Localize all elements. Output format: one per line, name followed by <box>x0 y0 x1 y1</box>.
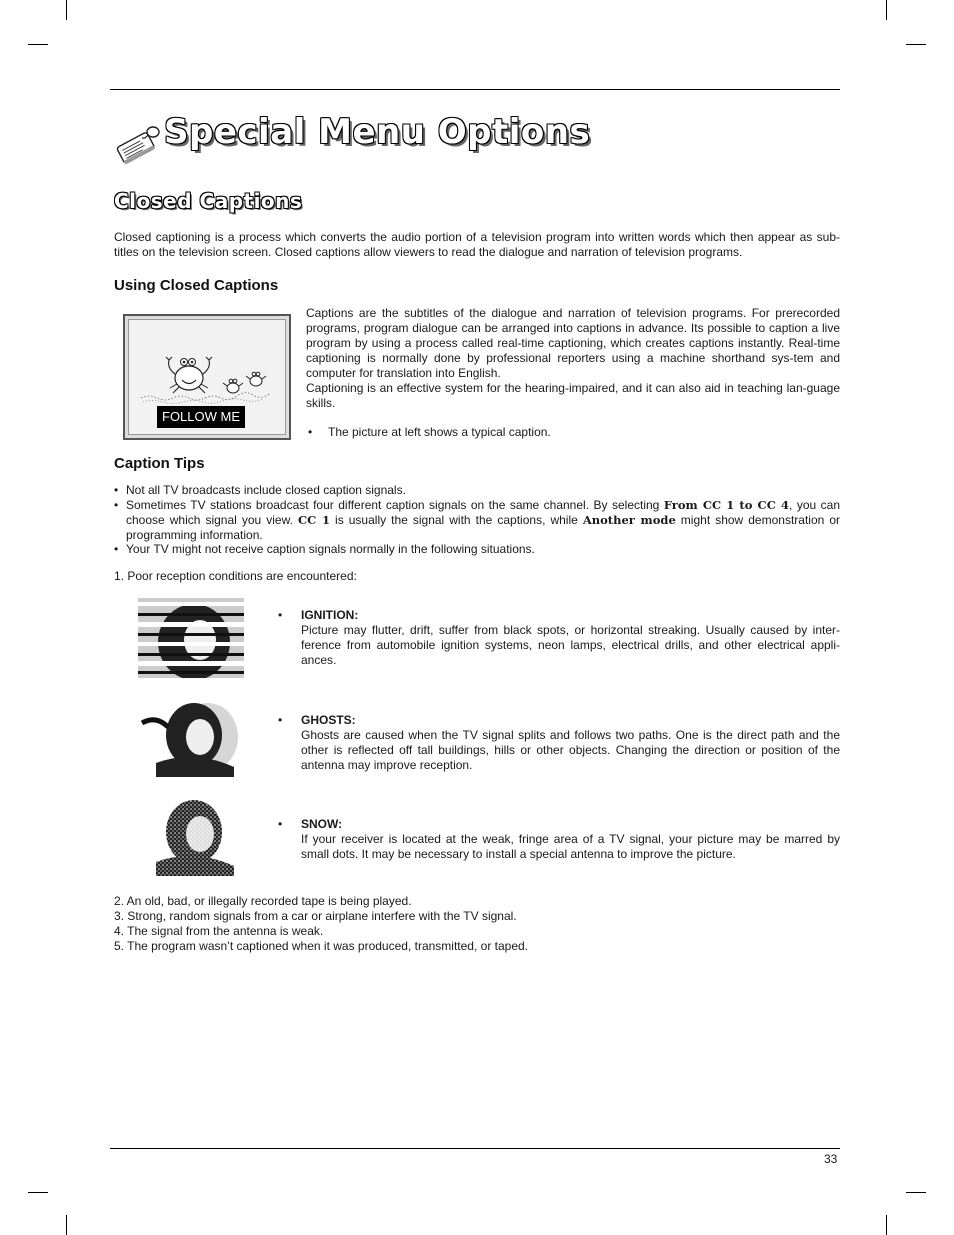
bullet: • <box>114 498 119 512</box>
captions-description <box>306 306 840 411</box>
page-title: Special Menu Options <box>164 112 591 152</box>
list-item <box>114 498 840 543</box>
caption-tips-heading: Caption Tips <box>114 455 205 472</box>
list-item <box>114 483 840 498</box>
list-item-text: Not all TV broadcasts include closed caption signals. <box>126 483 406 497</box>
bullet: • <box>114 542 119 556</box>
condition-name: IGNITION: <box>301 608 359 622</box>
tv-screen <box>128 319 286 435</box>
section-title: Closed Captions <box>114 189 303 213</box>
bullet: • <box>278 817 283 831</box>
footer-rule <box>110 1148 840 1149</box>
situation-item: 1. Poor reception conditions are encountered: <box>114 569 357 583</box>
snow-interference-image <box>138 796 244 876</box>
menu-term: CC 1 <box>297 513 330 527</box>
condition-name: GHOSTS: <box>301 713 356 727</box>
condition-name: SNOW: <box>301 817 343 831</box>
bullet: • <box>278 713 283 727</box>
list-item-text: Sometimes TV stations broadcast four different caption signals on the same channel. By selecting From CC 1 to CC 4, you can choose which signal you view. CC 1 is usually the signal with the captions, while Another mode might show demonstration or programming information. <box>126 498 841 542</box>
crop-mark <box>906 44 926 45</box>
crop-mark <box>886 1215 887 1235</box>
list-item <box>114 542 840 557</box>
list-item-text: Your TV might not receive caption signals normally in the following situations. <box>126 542 535 556</box>
situation-item: 4. The signal from the antenna is weak. <box>114 924 324 938</box>
situation-item: 2. An old, bad, or illegally recorded tape is being played. <box>114 894 412 908</box>
header-rule <box>110 89 840 90</box>
condition-ignition <box>278 608 840 668</box>
crop-mark <box>886 0 887 20</box>
condition-description: Picture may flutter, drift, suffer from black spots, or horizontal streaking. Usually caused by inter-ference from automobile ignition systems, neon lamps, electrical drills, and other electrical appli-ances. <box>301 623 840 667</box>
condition-description: Ghosts are caused when the TV signal splits and follows two paths. One is the direct path and the other is reflected off tall buildings, hills or other objects. Changing the direction or position of the antenna may improve reception. <box>301 728 840 772</box>
intro-paragraph: Closed captioning is a process which converts the audio portion of a television program into written words which then appear as sub-titles on the television screen. Closed captions allow viewers to read the dialogue and narration of television programs. <box>114 230 840 259</box>
condition-snow <box>278 817 840 862</box>
captions-paragraph: Captions are the subtitles of the dialogue and narration of television programs. For prerecorded programs, program dialogue can be arranged into captions in advance. Its possible to caption a live program by using a process called real-time captioning, which creates captions instantly. Real-time captioning is normally done by professional reporters using a machine shorthand sys-tem and computer for translation into English. <box>306 306 840 380</box>
crop-mark <box>66 1215 67 1235</box>
condition-description: If your receiver is located at the weak, fringe area of a TV signal, your picture may be marred by small dots. It may be necessary to install a special antenna to improve the picture. <box>301 832 840 861</box>
situation-item: 3. Strong, random signals from a car or airplane interfere with the TV signal. <box>114 909 517 923</box>
list-item <box>306 425 840 440</box>
menu-term: Another mode <box>582 513 676 527</box>
menu-term: From CC 1 to CC 4 <box>663 498 790 512</box>
caption-sample: FOLLOW ME <box>157 406 245 428</box>
using-captions-heading: Using Closed Captions <box>114 277 279 294</box>
list-item-text: The picture at left shows a typical caption. <box>328 425 551 439</box>
caption-example-image <box>123 314 291 440</box>
ghosts-interference-image <box>138 697 244 777</box>
bullet: • <box>278 608 283 622</box>
page-number: 33 <box>824 1152 838 1166</box>
situation-item: 5. The program wasn’t captioned when it was produced, transmitted, or taped. <box>114 939 529 953</box>
captioning-benefits-paragraph: Captioning is an effective system for the hearing-impaired, and it can also aid in teaching lan-guage skills. <box>306 381 840 410</box>
crop-mark <box>66 0 67 20</box>
crop-mark <box>28 1192 48 1193</box>
crop-mark <box>28 44 48 45</box>
remote-control-icon <box>112 122 162 164</box>
crop-mark <box>906 1192 926 1193</box>
crab-illustration <box>139 348 279 404</box>
bullet: • <box>308 425 313 439</box>
condition-ghosts <box>278 713 840 773</box>
bullet: • <box>114 483 119 497</box>
ignition-interference-image <box>138 598 244 678</box>
